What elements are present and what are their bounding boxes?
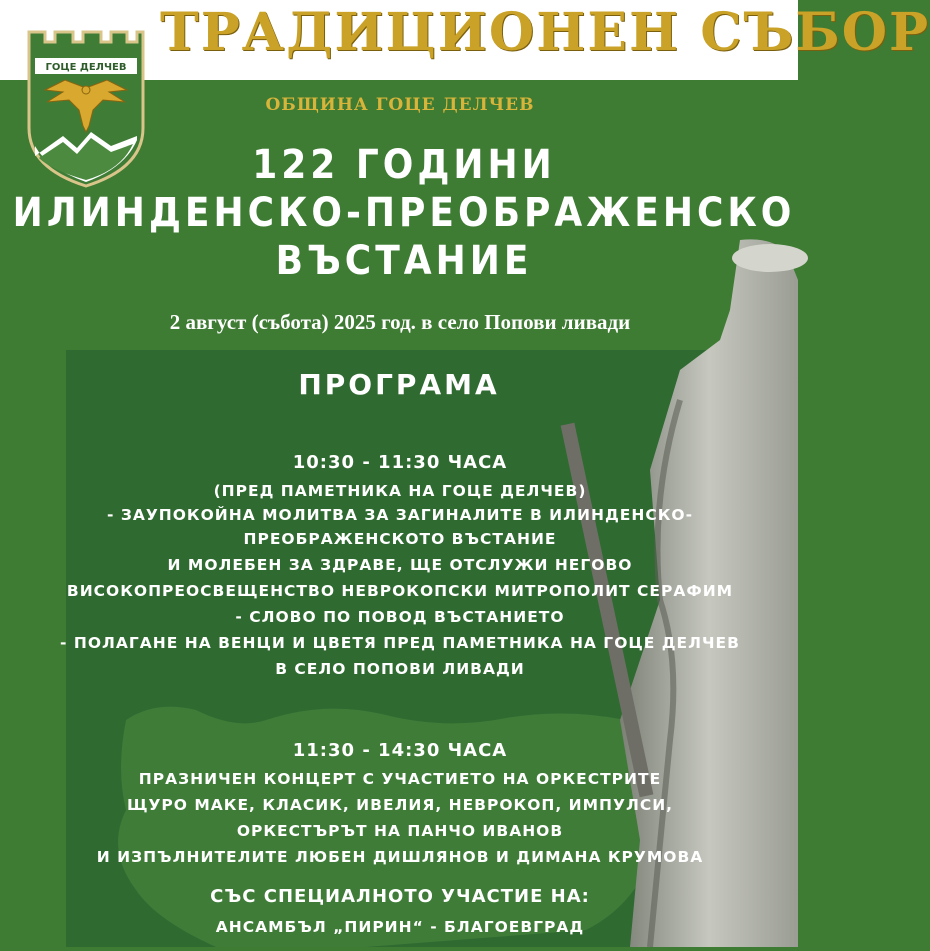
main-title: ТРАДИЦИОНЕН СЪБОР [160, 2, 930, 63]
program-line: ПРАЗНИЧЕН КОНЦЕРТ С УЧАСТИЕТО НА ОРКЕСТРИТЕ [138, 770, 662, 788]
program-line: В СЕЛО ПОПОВИ ЛИВАДИ [275, 660, 525, 678]
program-line: ПРЕОБРАЖЕНСКОТО ВЪСТАНИЕ [243, 530, 557, 548]
headline-uprising-name: ИЛИНДЕНСКО-ПРЕОБРАЖЕНСКО [12, 190, 796, 236]
organizer: ОБЩИНА ГОЦЕ ДЕЛЧЕВ [265, 95, 535, 115]
program-line: ЩУРО МАКЕ, КЛАСИК, ИВЕЛИЯ, НЕВРОКОП, ИМПУЛСИ, [126, 796, 674, 814]
time-slot-2: 11:30 - 14:30 ЧАСА [292, 740, 508, 761]
headline-years: 122 ГОДИНИ [252, 142, 556, 188]
program-line: И ИЗПЪЛНИТЕЛИТЕ ЛЮБЕН ДИШЛЯНОВ И ДИМАНА КРУМОВА [96, 848, 704, 866]
date-location: 2 август (събота) 2025 год. в село Попови ливади [169, 310, 631, 334]
crest-label: ГОЦЕ ДЕЛЧЕВ [45, 62, 127, 73]
program-line: ОРКЕСТЪРЪТ НА ПАНЧО ИВАНОВ [236, 822, 564, 840]
time-slot-1: 10:30 - 11:30 ЧАСА [292, 452, 508, 473]
program-line: И МОЛЕБЕН ЗА ЗДРАВЕ, ЩЕ ОТСЛУЖИ НЕГОВО [167, 556, 633, 574]
program-title: ПРОГРАМА [298, 368, 500, 401]
program-line: ВИСОКОПРЕОСВЕЩЕНСТВО НЕВРОКОПСКИ МИТРОПОЛИТ СЕРАФИМ [66, 582, 734, 600]
program-line: (ПРЕД ПАМЕТНИКА НА ГОЦЕ ДЕЛЧЕВ) [213, 482, 587, 500]
program-line: - СЛОВО ПО ПОВОД ВЪСТАНИЕТО [235, 608, 565, 626]
program-line: - ПОЛАГАНЕ НА ВЕНЦИ И ЦВЕТЯ ПРЕД ПАМЕТНИКА НА ГОЦЕ ДЕЛЧЕВ [60, 634, 740, 652]
special-guests-heading: СЪС СПЕЦИАЛНОТО УЧАСТИЕ НА: [210, 886, 590, 907]
program-line: - ЗАУПОКОЙНА МОЛИТВА ЗА ЗАГИНАЛИТЕ В ИЛИНДЕНСКО- [107, 506, 693, 524]
special-guest: АНСАМБЪЛ „ПИРИН“ - БЛАГОЕВГРАД [215, 918, 585, 936]
headline-uprising: ВЪСТАНИЕ [275, 238, 533, 284]
